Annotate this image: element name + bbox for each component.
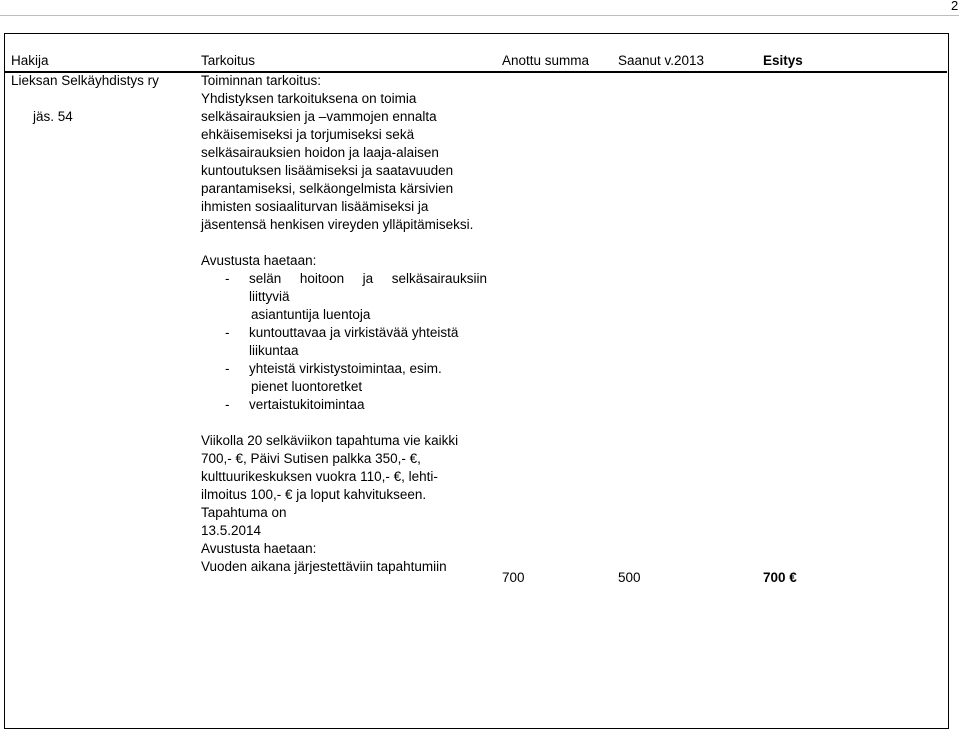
purpose-line: ehkäisemiseksi ja torjumiseksi sekä	[201, 127, 415, 142]
purpose-line: Yhdistyksen tarkoituksena on toimia	[201, 91, 417, 106]
bullet-dash: -	[225, 271, 230, 286]
purpose-title: Toiminnan tarkoitus:	[201, 73, 322, 88]
purpose-line: kuntoutuksen lisäämiseksi ja saatavuuden	[201, 163, 454, 178]
header-requested-amount: Anottu summa	[502, 53, 590, 68]
bullet-dash: -	[225, 397, 230, 412]
bullet-item	[201, 360, 501, 378]
event-line: kulttuurikeskuksen vuokra 110,- €, lehti-	[201, 469, 438, 484]
bullet-dash: -	[225, 361, 230, 376]
header-applicant: Hakija	[11, 53, 49, 68]
event-line: 700,- €, Päivi Sutisen palkka 350,- €,	[201, 451, 421, 466]
header-proposal: Esitys	[763, 53, 803, 68]
event-line: 13.5.2014	[201, 523, 262, 538]
bullet-dash: -	[225, 325, 230, 340]
applicant-name: Lieksan Selkäyhdistys ry	[11, 73, 159, 88]
event-line: Avustusta haetaan:	[201, 541, 317, 556]
bullet-text: pienet luontoretket	[251, 379, 363, 394]
purpose-line: ihmisten sosiaaliturvan lisäämiseksi ja	[201, 199, 429, 214]
bullet-text: liikuntaa	[249, 343, 299, 358]
bullet-item	[201, 396, 501, 414]
bullet-text: selän hoitoon ja selkäsairauksiin	[249, 271, 487, 286]
aid-title: Avustusta haetaan:	[201, 253, 317, 268]
proposal-value: 700 €	[763, 570, 797, 585]
bullet-text: kuntouttavaa ja virkistävää yhteistä	[249, 325, 459, 340]
bullet-item	[201, 324, 501, 342]
purpose-line: selkäsairauksien hoidon ja laaja-alaisen	[201, 145, 439, 160]
event-line: ilmoitus 100,- € ja loput kahvitukseen.	[201, 487, 427, 502]
header-purpose: Tarkoitus	[201, 53, 256, 68]
header-received: Saanut v.2013	[618, 53, 705, 68]
purpose-cell	[201, 72, 501, 576]
event-line: Viikolla 20 selkäviikon tapahtuma vie kaikki	[201, 433, 459, 448]
event-line: Vuoden aikana järjestettäviin tapahtumiin	[201, 559, 447, 574]
bullet-text: yhteistä virkistystoimintaa, esim.	[249, 361, 442, 376]
bullet-text: liittyviä	[249, 289, 290, 304]
event-line: Tapahtuma on	[201, 505, 287, 520]
grant-table	[4, 33, 949, 729]
purpose-line: jäsentensä henkisen vireyden ylläpitämiseksi.	[201, 217, 474, 232]
purpose-line: selkäsairauksien ja –vammojen ennalta	[201, 109, 437, 124]
bullet-item	[201, 270, 501, 288]
bullet-text: asiantuntija luentoja	[251, 307, 371, 322]
bullet-text: vertaistukitoimintaa	[249, 397, 365, 412]
page-number: 2	[951, 0, 959, 13]
header-rule	[0, 15, 959, 16]
purpose-line: parantamiseksi, selkäongelmista kärsivien	[201, 181, 454, 196]
received-value: 500	[618, 570, 641, 585]
requested-amount-value: 700	[502, 570, 525, 585]
member-count: jäs. 54	[33, 109, 73, 124]
